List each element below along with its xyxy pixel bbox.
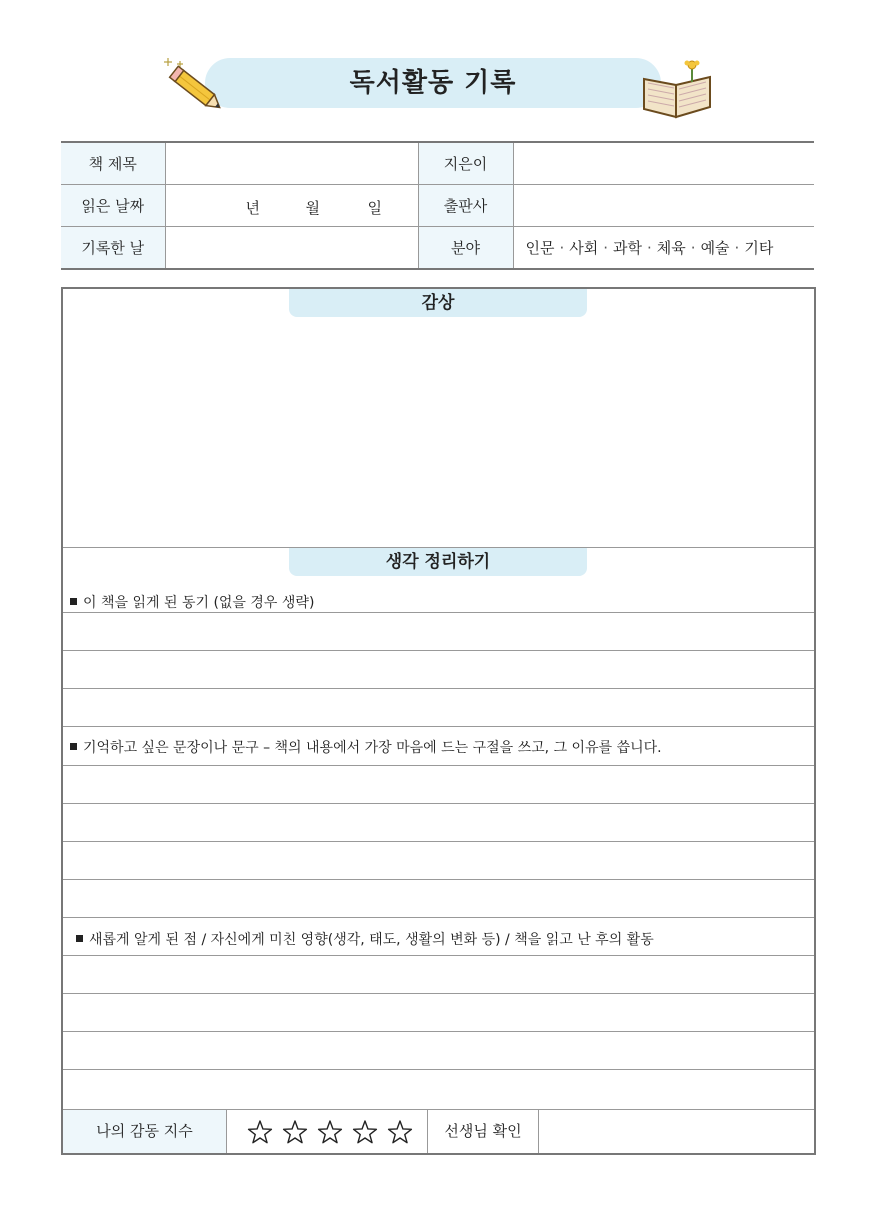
writing-line[interactable] [63,879,814,880]
star-icon[interactable] [247,1119,273,1145]
field-label: 분야 [418,227,513,270]
writing-line[interactable] [63,650,814,651]
author-field[interactable] [513,142,814,185]
publisher-label: 출판사 [418,185,513,227]
page-title: 독서활동 기록 [349,68,517,98]
book-title-label: 책 제목 [61,142,165,185]
footer-row [63,1110,814,1153]
book-title-field[interactable] [165,142,418,185]
record-date-field[interactable] [165,227,418,270]
writing-line[interactable] [63,726,814,727]
star-icon[interactable] [387,1119,413,1145]
field-option-sports[interactable]: 체육 [656,239,686,257]
rating-stars[interactable] [227,1110,427,1153]
book-info-table [61,141,814,270]
bullet-icon [76,935,83,942]
field-option-humanities[interactable]: 인문 [525,239,555,257]
bullet-icon [70,743,77,750]
writing-line[interactable] [63,803,814,804]
writing-line[interactable] [63,841,814,842]
writing-line[interactable] [63,765,814,766]
writing-line[interactable] [63,688,814,689]
field-separator: · [647,239,652,257]
rating-label: 나의 감동 지수 [63,1110,226,1153]
publisher-field[interactable] [513,185,814,227]
read-date-label: 읽은 날짜 [61,185,165,227]
writing-line[interactable] [63,993,814,994]
field-separator: · [734,239,740,257]
field-separator: · [559,239,565,257]
prompt-memorable-quote [70,737,662,757]
prompt-new-learning [76,929,654,949]
writing-line[interactable] [63,1031,814,1032]
prompt-motivation [70,592,314,612]
writing-line[interactable] [63,955,814,956]
teacher-check-field[interactable] [539,1110,814,1153]
prompt-new-learning-text: 새롭게 알게 된 점 / 자신에게 미친 영향(생각, 태도, 생활의 변화 등) / 책을 읽고 난 후의 활동 [89,932,654,948]
thoughts-header: 생각 정리하기 [289,548,587,576]
field-options [513,227,814,270]
field-option-science[interactable]: 과학 [613,239,643,257]
prompt-memorable-quote-text: 기억하고 싶은 문장이나 문구 – 책의 내용에서 가장 마음에 드는 구절을 쓰고, 그 이유를 씁니다. [83,740,662,756]
writing-line[interactable] [63,917,814,918]
star-icon[interactable] [282,1119,308,1145]
star-icon[interactable] [352,1119,378,1145]
field-option-other[interactable]: 기타 [744,239,774,257]
field-option-society[interactable]: 사회 [569,239,599,257]
teacher-check-label: 선생님 확인 [444,1122,522,1140]
date-day-unit: 일 [367,199,382,217]
date-year-unit: 년 [245,199,260,217]
star-icon[interactable] [317,1119,343,1145]
writing-line[interactable] [63,1069,814,1070]
prompt-motivation-text: 이 책을 읽게 된 동기 (없을 경우 생략) [83,595,315,611]
date-month-unit: 월 [305,199,320,217]
read-date-field[interactable] [165,185,418,227]
record-date-label: 기록한 날 [61,227,165,270]
field-separator: · [690,239,696,257]
field-separator: · [603,239,609,257]
field-option-arts[interactable]: 예술 [700,239,730,257]
writing-line[interactable] [63,612,814,613]
impression-header: 감상 [289,289,587,317]
bullet-icon [70,598,77,605]
impression-area[interactable] [63,319,814,547]
writing-box [61,287,816,1155]
author-label: 지은이 [418,142,513,185]
